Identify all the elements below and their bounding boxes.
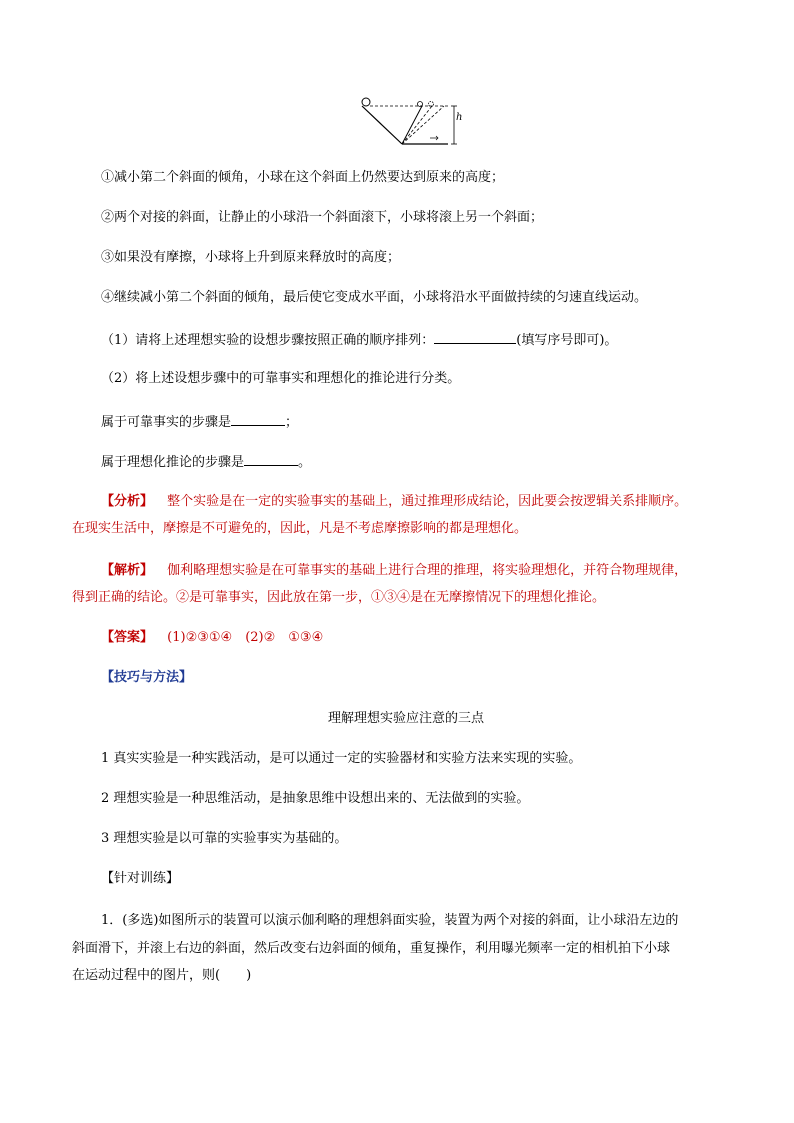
tips-item-2: 2 理想实验是一种思维活动，是抽象思维中设想出来的、无法做到的实验。 (101, 791, 530, 806)
step-2: ②两个对接的斜面，让静止的小球沿一个斜面滚下，小球将滚上另一个斜面； (101, 210, 544, 225)
height-label: h (456, 112, 463, 123)
solution-line-2: 得到正确的结论。②是可靠事实，因此放在第一步，①③④是在无摩擦情况下的理想化推论。 (72, 590, 606, 605)
answer-blank-order[interactable] (434, 329, 516, 344)
training-line-3: 在运动过程中的图片，则( ) (72, 968, 252, 983)
question-1-prefix: （1）请将上述理想实验的设想步骤按照正确的顺序排列： (101, 333, 435, 348)
answer-blank-fact[interactable] (231, 411, 285, 426)
fact-prompt-prefix: 属于可靠事实的步骤是 (101, 415, 232, 430)
fact-prompt (101, 411, 298, 433)
question-2: （2）将上述设想步骤中的可靠事实和理想化的推论进行分类。 (101, 371, 461, 386)
question-1 (101, 329, 617, 351)
tips-item-1: 1 真实实验是一种实践活动，是可以通过一定的实验器材和实验方法来实现的实验。 (101, 751, 582, 766)
training-tag: 【针对训练】 (101, 871, 180, 886)
answer-tag: 【答案】 (101, 630, 154, 645)
analysis-line-2: 在现实生活中，摩擦是不可避免的，因此，凡是不考虑摩擦影响的都是理想化。 (72, 521, 528, 536)
training-line-1: 1．(多选)如图所示的装置可以演示伽利略的理想斜面实验，装置为两个对接的斜面，让小球沿左边的 (101, 913, 679, 928)
question-1-suffix: (填写序号即可)。 (516, 333, 618, 348)
tips-tag: 【技巧与方法】 (101, 670, 193, 685)
inclined-plane-diagram (358, 96, 462, 150)
solution-line-1 (101, 561, 687, 581)
ideal-prompt-prefix: 属于理想化推论的步骤是 (101, 455, 245, 470)
step-1: ①减小第二个斜面的倾角，小球在这个斜面上仍然要达到原来的高度； (101, 170, 505, 185)
analysis-text-1: 整个实验是在一定的实验事实的基础上，通过推理形成结论，因此要会按逻辑关系排顺序。 (167, 494, 688, 509)
training-line-2: 斜面滑下，并滚上右边的斜面，然后改变右边斜面的倾角，重复操作，利用曝光频率一定的相机拍下小球 (72, 941, 671, 956)
fact-prompt-suffix: ； (285, 415, 299, 430)
analysis-line-1 (101, 492, 687, 512)
tips-item-3: 3 理想实验是以可靠的实验事实为基础的。 (101, 831, 348, 846)
solution-text-1: 伽利略理想实验是在可靠事实的基础上进行合理的推理，将实验理想化，并符合物理规律， (167, 563, 688, 578)
step-3: ③如果没有摩擦，小球将上升到原来释放时的高度； (101, 250, 401, 265)
solution-tag: 【解析】 (101, 563, 154, 578)
tips-title: 理解理想实验应注意的三点 (328, 711, 485, 726)
ideal-prompt-suffix: 。 (298, 455, 312, 470)
analysis-tag: 【分析】 (101, 494, 154, 509)
step-4: ④继续减小第二个斜面的倾角，最后使它变成水平面，小球将沿水平面做持续的匀速直线运动。 (101, 290, 648, 305)
answer-text: (1)②③①④ (2)② ①③④ (167, 630, 324, 645)
ideal-prompt (101, 451, 311, 473)
answer-line (101, 628, 323, 648)
answer-blank-ideal[interactable] (244, 451, 298, 466)
